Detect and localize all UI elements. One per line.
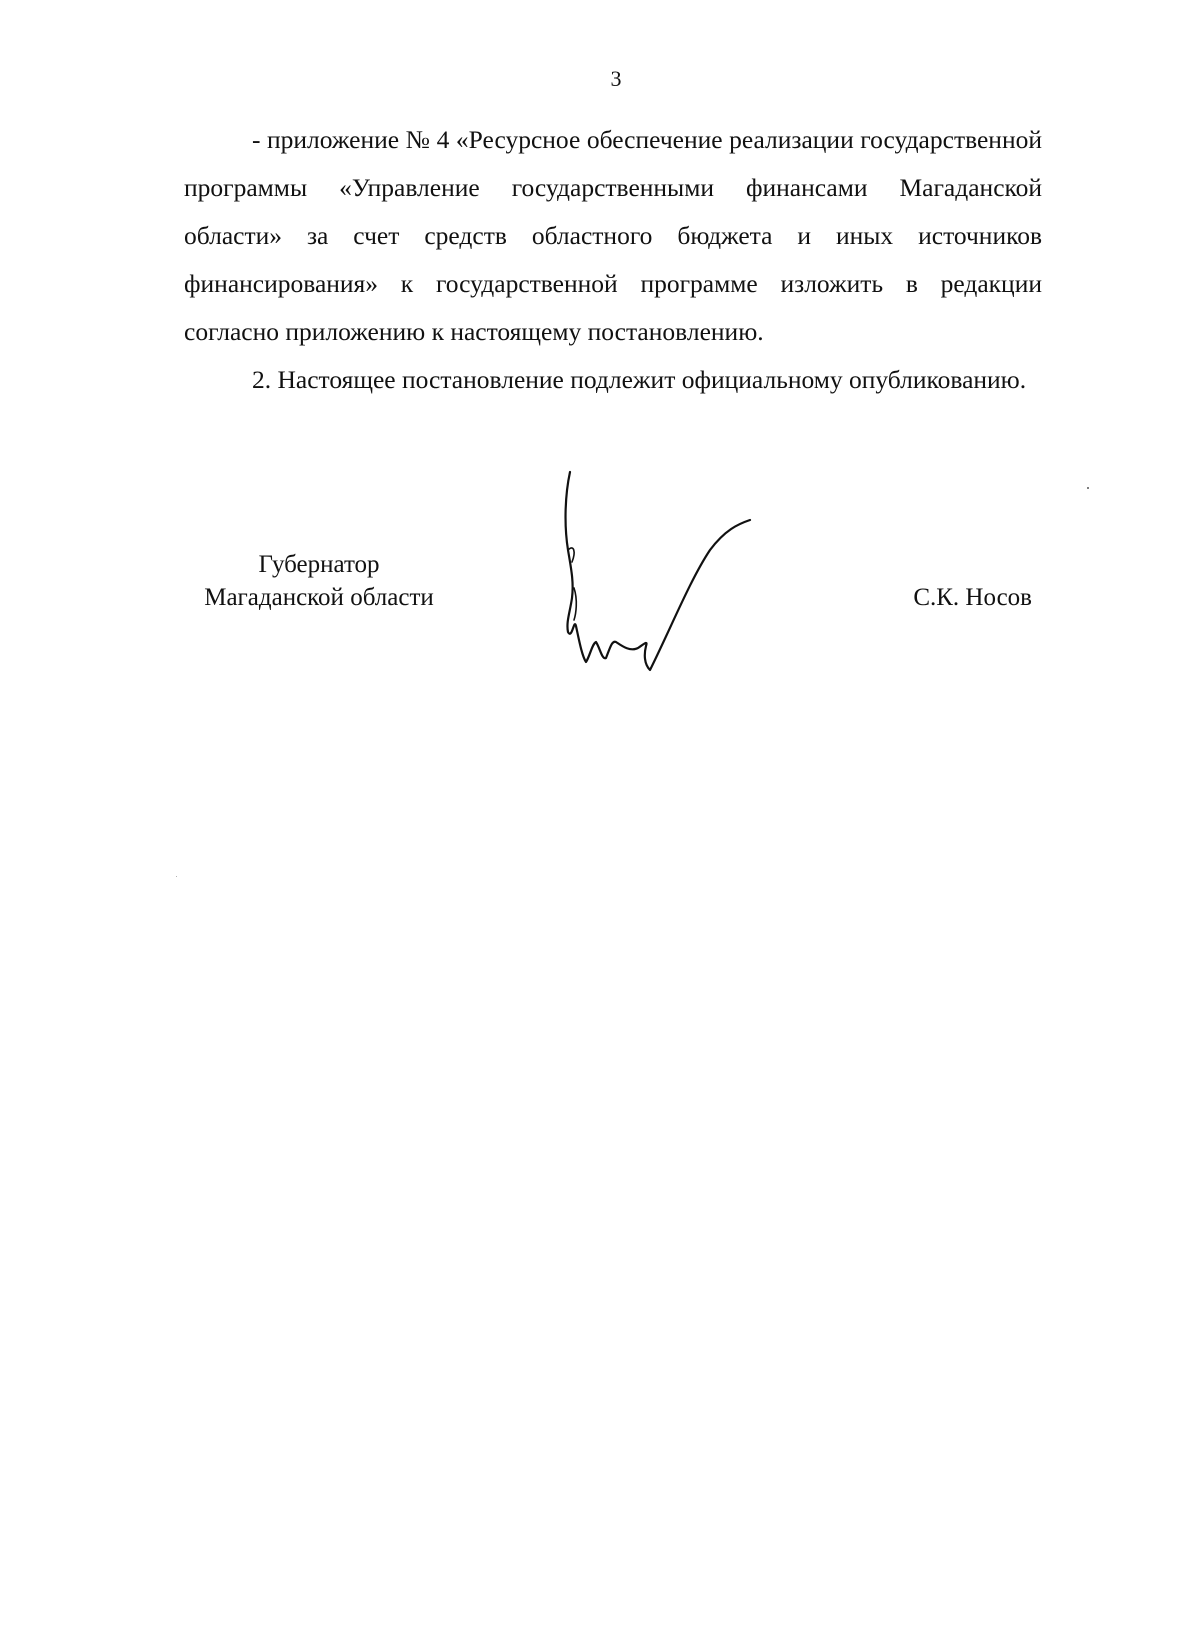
signer-name: С.К. Носов xyxy=(913,584,1032,611)
paragraph-appendix-4: - приложение № 4 «Ресурсное обеспечение реализации государственной программы «Управление государственными финансами Магаданской области» за счет средств областного бюджета и иных источников финансирования» к государственной программе изложить в редакции согласно приложению к настоящему постановлению. xyxy=(184,125,1042,346)
signer-title-line-1: Губернатор xyxy=(258,551,380,578)
page-number: 3 xyxy=(610,66,622,91)
handwritten-signature xyxy=(560,470,780,690)
paragraph-publication: 2. Настоящее постановление подлежит официальному опубликованию. xyxy=(252,365,1027,394)
scan-speck xyxy=(176,876,177,877)
scan-speck xyxy=(1087,487,1089,489)
document-body xyxy=(184,116,1042,404)
signer-title-line-2: Магаданской области xyxy=(204,584,434,611)
signer-title xyxy=(194,548,444,614)
